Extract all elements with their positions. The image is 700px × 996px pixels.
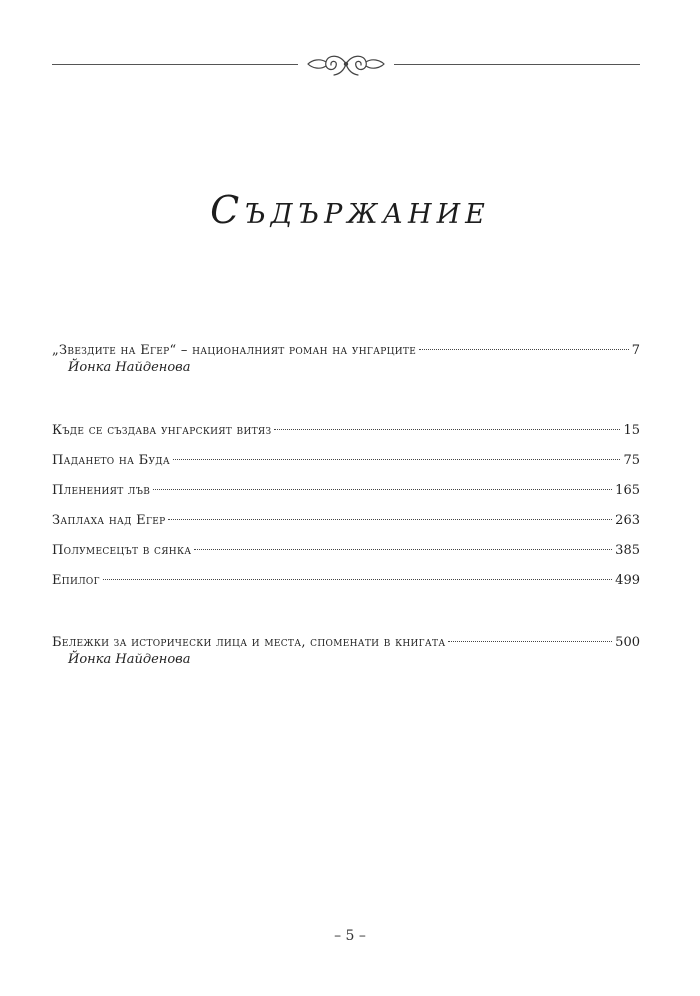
toc-entry-author: Йонка Найденова	[68, 360, 191, 375]
toc-leader-dots	[448, 641, 612, 642]
toc-section-chapters	[52, 416, 640, 596]
toc-entry[interactable]	[52, 536, 640, 566]
toc-entry-label: „Звездите на Егер“ – националният роман на унгарците	[52, 343, 417, 358]
page-title: Съдържание	[210, 188, 490, 232]
toc-entry[interactable]	[52, 416, 640, 446]
toc-leader-dots	[274, 429, 620, 430]
toc-entry[interactable]	[52, 446, 640, 476]
toc-entry-page: 500	[615, 635, 640, 650]
flourish-ornament-icon	[304, 48, 388, 80]
header-rule-left	[52, 64, 298, 65]
toc-leader-dots	[168, 519, 612, 520]
toc-entry-page: 75	[623, 453, 640, 468]
toc-entry-label: Полумесецът в сянка	[52, 543, 192, 558]
toc-entry-label: Бележки за исторически лица и места, споменати в книгата	[52, 635, 446, 650]
toc-section-intro	[52, 336, 640, 377]
toc-entry-page: 7	[631, 343, 640, 358]
header-ornament-rule	[52, 44, 640, 84]
toc-leader-dots	[419, 349, 629, 350]
toc-entry[interactable]	[52, 506, 640, 536]
toc-entry-label: Плененият лъв	[52, 483, 151, 498]
toc-leader-dots	[153, 489, 612, 490]
toc-entry[interactable]	[52, 476, 640, 506]
header-rule-right	[394, 64, 640, 65]
toc-entry-page: 385	[615, 543, 640, 558]
toc-section-notes	[52, 628, 640, 669]
toc-entry-page: 263	[615, 513, 640, 528]
toc-entry-label: Падането на Буда	[52, 453, 171, 468]
toc-leader-dots	[194, 549, 612, 550]
toc-entry-label: Къде се създава унгарският витяз	[52, 423, 272, 438]
toc-entry-author: Йонка Найденова	[68, 652, 191, 667]
toc-leader-dots	[173, 459, 620, 460]
toc-leader-dots	[103, 579, 612, 580]
toc-entry-page: 165	[615, 483, 640, 498]
toc-entry[interactable]	[52, 566, 640, 596]
toc-entry-page: 15	[623, 423, 640, 438]
toc-entry-label: Епилог	[52, 573, 100, 588]
toc-entry-label: Заплаха над Егер	[52, 513, 166, 528]
toc-entry-page: 499	[615, 573, 640, 588]
page-number: – 5 –	[334, 928, 366, 944]
